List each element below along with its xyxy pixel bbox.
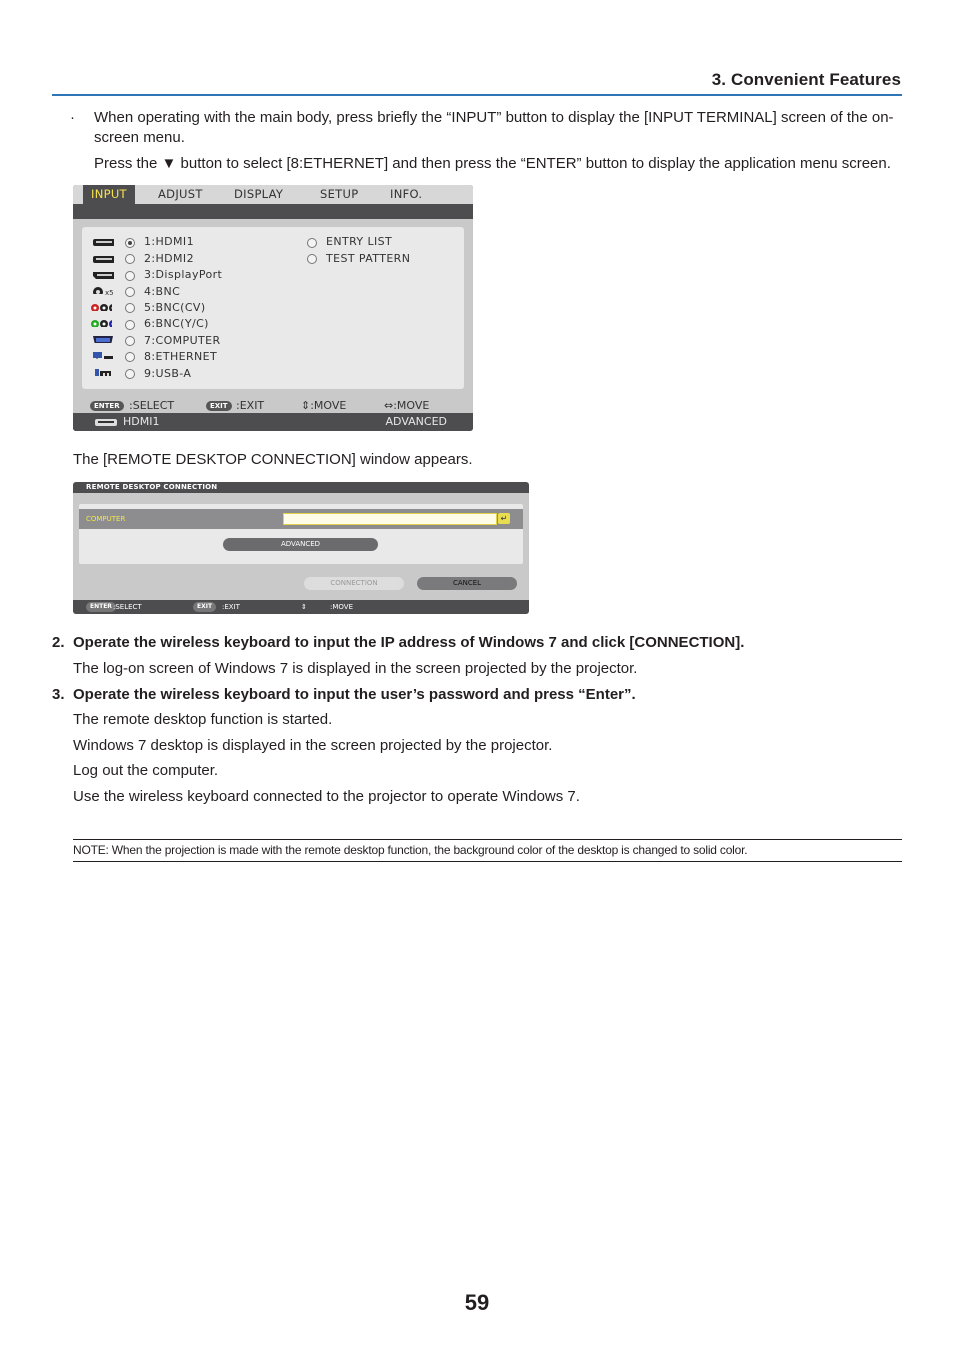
terminal-label: 4:BNC bbox=[144, 285, 181, 298]
tab-input[interactable]: INPUT bbox=[83, 185, 135, 204]
terminal-label: 8:ETHERNET bbox=[144, 350, 218, 363]
page-number: 59 bbox=[464, 1290, 490, 1315]
step-3-title: Operate the wireless keyboard to input the user’s password and press “Enter”. bbox=[73, 686, 636, 703]
hdmi-icon bbox=[92, 255, 114, 263]
help-exit: :EXIT bbox=[222, 603, 240, 611]
hdmi-icon bbox=[94, 418, 118, 427]
help-select: :SELECT bbox=[129, 399, 175, 412]
radio[interactable] bbox=[307, 238, 317, 248]
note-text: NOTE: When the projection is made with the remote desktop function, the background color of the desktop is changed to solid color. bbox=[73, 843, 748, 857]
step-3-line: Use the wireless keyboard connected to the projector to operate Windows 7. bbox=[73, 788, 580, 805]
terminal-label: 9:USB-A bbox=[144, 367, 192, 380]
note-top-rule bbox=[73, 839, 902, 840]
ethernet-icon bbox=[92, 351, 114, 359]
radio[interactable] bbox=[125, 352, 135, 362]
bnc-yc-icon bbox=[90, 319, 112, 327]
terminal-label: 2:HDMI2 bbox=[144, 252, 194, 265]
radio[interactable] bbox=[125, 320, 135, 330]
radio-selected[interactable] bbox=[125, 238, 135, 248]
bullet: · bbox=[70, 109, 75, 126]
enter-key-icon: ENTER bbox=[86, 602, 116, 612]
step-2-title: Operate the wireless keyboard to input the IP address of Windows 7 and click [CONNECTION]. bbox=[73, 634, 745, 651]
computer-row bbox=[79, 509, 523, 529]
tab-info[interactable]: INFO. bbox=[390, 187, 423, 201]
displayport-icon bbox=[92, 271, 114, 279]
radio[interactable] bbox=[125, 369, 135, 379]
section-title: 3. Convenient Features bbox=[711, 70, 901, 89]
radio[interactable] bbox=[125, 287, 135, 297]
help-move-vertical: ⇕:MOVE bbox=[301, 399, 347, 412]
computer-input[interactable] bbox=[283, 513, 497, 525]
input-terminal-menu bbox=[73, 185, 473, 431]
step-2-line: The log-on screen of Windows 7 is displayed in the screen projected by the projector. bbox=[73, 660, 638, 677]
rdc-help-bar bbox=[73, 600, 529, 614]
tab-display[interactable]: DISPLAY bbox=[234, 187, 284, 201]
help-exit: :EXIT bbox=[236, 399, 265, 412]
header-rule bbox=[52, 94, 902, 96]
intro-line-3: Press the ▼ button to select [8:ETHERNET] and then press the “ENTER” button to display the application menu screen. bbox=[94, 155, 891, 172]
caption-rdc-appears: The [REMOTE DESKTOP CONNECTION] window appears. bbox=[73, 451, 473, 468]
bnc-count-badge: x5 bbox=[105, 289, 114, 297]
rdc-form-panel bbox=[79, 504, 523, 564]
option-label: TEST PATTERN bbox=[326, 252, 411, 265]
bnc-cv-icon bbox=[90, 303, 112, 311]
menu-status-bar bbox=[73, 413, 473, 431]
intro-line-2: screen menu. bbox=[94, 129, 185, 146]
remote-desktop-connection-window bbox=[73, 482, 529, 614]
step-3-line: Windows 7 desktop is displayed in the screen projected by the projector. bbox=[73, 737, 553, 754]
hdmi-icon bbox=[92, 238, 114, 246]
menu-tab-bar bbox=[73, 185, 473, 204]
enter-return-icon[interactable]: ↵ bbox=[498, 513, 510, 524]
exit-key-icon: EXIT bbox=[193, 602, 216, 612]
usb-icon bbox=[94, 368, 116, 376]
window-title: REMOTE DESKTOP CONNECTION bbox=[73, 482, 529, 493]
tab-setup[interactable]: SETUP bbox=[320, 187, 359, 201]
status-source: HDMI1 bbox=[123, 415, 160, 428]
radio[interactable] bbox=[125, 303, 135, 313]
menu-panel bbox=[73, 219, 473, 419]
move-arrows-icon: ⇕ bbox=[301, 603, 307, 611]
tab-adjust[interactable]: ADJUST bbox=[158, 187, 203, 201]
computer-vga-icon bbox=[92, 335, 114, 343]
step-3-line: Log out the computer. bbox=[73, 762, 219, 779]
step-3-line: The remote desktop function is started. bbox=[73, 711, 333, 728]
menu-help-bar bbox=[73, 398, 473, 413]
exit-key-icon: EXIT bbox=[206, 401, 232, 411]
radio[interactable] bbox=[125, 254, 135, 264]
terminal-label: 7:COMPUTER bbox=[144, 334, 221, 347]
radio[interactable] bbox=[125, 336, 135, 346]
computer-label: COMPUTER bbox=[86, 515, 126, 523]
advanced-button[interactable]: ADVANCED bbox=[223, 538, 378, 551]
step-2-number: 2. bbox=[52, 634, 65, 651]
radio[interactable] bbox=[307, 254, 317, 264]
enter-key-icon: ENTER bbox=[90, 401, 124, 411]
help-move-horizontal: ⇔:MOVE bbox=[384, 399, 430, 412]
cancel-button[interactable]: CANCEL bbox=[417, 577, 517, 590]
help-move: :MOVE bbox=[330, 603, 353, 611]
step-3-number: 3. bbox=[52, 686, 65, 703]
note-bottom-rule bbox=[73, 861, 902, 862]
terminal-label: 3:DisplayPort bbox=[144, 268, 223, 281]
connection-button[interactable]: CONNECTION bbox=[304, 577, 404, 590]
intro-line-1: When operating with the main body, press briefly the “INPUT” button to display the [INPUT TERMINAL] screen of the on- bbox=[94, 109, 894, 126]
terminal-label: 5:BNC(CV) bbox=[144, 301, 206, 314]
terminal-label: 6:BNC(Y/C) bbox=[144, 317, 209, 330]
radio[interactable] bbox=[125, 271, 135, 281]
help-select: :SELECT bbox=[113, 603, 142, 611]
option-label: ENTRY LIST bbox=[326, 235, 393, 248]
status-mode: ADVANCED bbox=[385, 415, 447, 428]
terminal-label: 1:HDMI1 bbox=[144, 235, 194, 248]
